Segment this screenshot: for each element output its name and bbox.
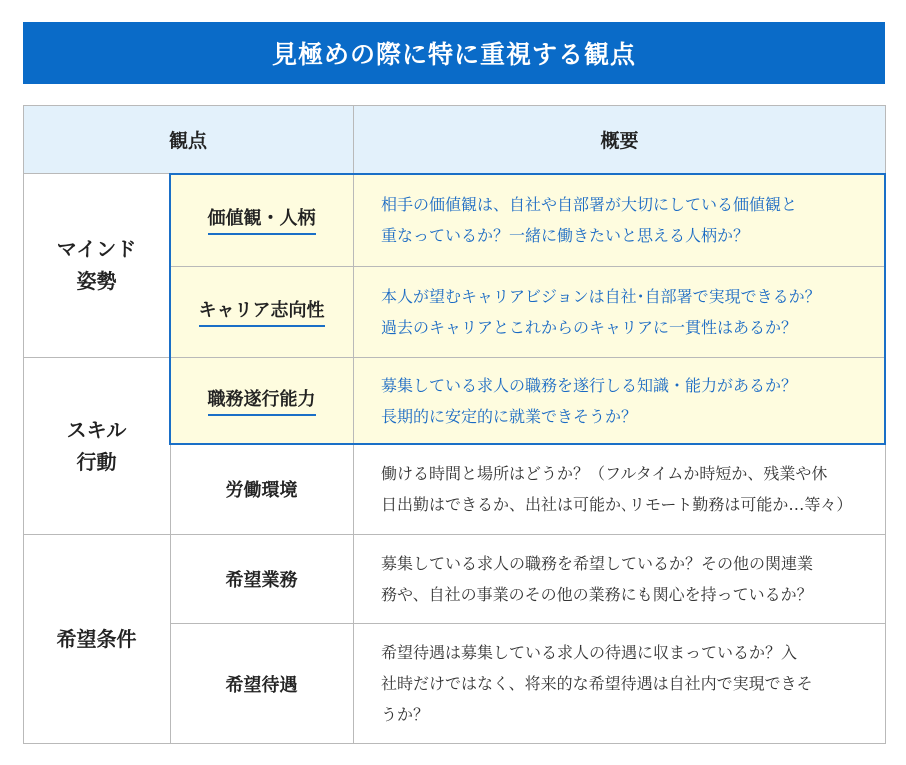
row-values-desc-line1: 相手の価値観は、自社や自部署が大切にしている価値観と <box>381 194 798 214</box>
header-perspective <box>23 105 353 173</box>
row-environment-desc <box>353 444 886 534</box>
grid-line-row3 <box>170 444 886 445</box>
grid-line-row4 <box>23 534 886 535</box>
row-career-desc <box>353 266 886 357</box>
header-overview-label: 概要 <box>600 129 639 152</box>
grid-line-top <box>23 105 886 106</box>
row-values-label-text: 価値観・人柄 <box>208 204 316 235</box>
row-work-desc <box>353 534 886 623</box>
row-environment-desc-line2: 日出勤はできるか、出社は可能か､リモート勤務は可能か…等々） <box>381 495 853 514</box>
grid-line-left <box>23 105 24 744</box>
row-work-desc-line2: 務や、自社の事業のその他の業務にも関心を持っているか？ <box>381 584 813 604</box>
category-mind <box>23 173 170 357</box>
row-work-desc-line1: 募集している求人の職務を希望しているか？その他の関連業 <box>381 553 814 573</box>
row-environment-label-text: 労働環境 <box>225 480 298 501</box>
header-overview <box>353 105 886 173</box>
row-environment-desc-line1: 働ける時間と場所はどうか？（フルタイムか時短か、残業や休 <box>381 464 828 483</box>
grid-line-col1 <box>170 173 171 744</box>
row-work-label <box>170 534 353 623</box>
row-career-desc-line2: 過去のキャリアとこれからのキャリアに一貫性はあるか？ <box>381 317 798 337</box>
row-environment-label <box>170 444 353 534</box>
category-hope-label: 希望条件 <box>56 627 137 651</box>
criteria-table <box>23 105 886 744</box>
category-mind-line1: マインド <box>56 237 137 261</box>
row-ability-label-text: 職務遂行能力 <box>208 385 316 416</box>
row-treatment-desc-line1: 希望待遇は募集している求人の待遇に収まっているか？入 <box>381 643 798 662</box>
grid-line-row2 <box>23 357 886 358</box>
row-ability-desc-line1: 募集している求人の職務を遂行しる知識・能力があるか？ <box>381 375 798 395</box>
category-hope <box>23 534 170 744</box>
grid-line-row5 <box>170 623 886 624</box>
row-treatment-desc <box>353 623 886 744</box>
row-work-label-text: 希望業務 <box>225 569 298 591</box>
row-ability-desc-line2: 長期的に安定的に就業できそうか？ <box>381 406 638 426</box>
row-values-desc-line2: 重なっているか？一緒に働きたいと思える人柄か？ <box>381 225 750 245</box>
row-treatment-desc-line2: 社時だけではなく、将来的な希望待遇は自社内で実現できそ <box>381 674 813 693</box>
category-mind-line2: 姿勢 <box>76 269 117 293</box>
row-ability-desc <box>353 357 886 444</box>
row-career-label-text: キャリア志向性 <box>199 296 325 327</box>
grid-line-col2 <box>353 105 354 744</box>
category-skill <box>23 357 170 534</box>
row-treatment-desc-line3: うか？ <box>381 705 430 724</box>
grid-line-header <box>23 173 886 174</box>
grid-line-right <box>885 105 886 744</box>
page-title: 見極めの際に特に重視する観点 <box>23 22 885 84</box>
row-treatment-label <box>170 623 353 744</box>
row-values-desc <box>353 173 886 266</box>
row-career-desc-line1: 本人が望むキャリアビジョンは自社･自部署で実現できるか？ <box>381 286 821 306</box>
row-values-label <box>170 173 353 266</box>
category-skill-line1: スキル <box>66 417 127 442</box>
row-career-label <box>170 266 353 357</box>
grid-line-row1 <box>170 266 886 267</box>
row-ability-label <box>170 357 353 444</box>
header-perspective-label: 観点 <box>168 129 207 152</box>
category-skill-line2: 行動 <box>76 449 117 474</box>
row-treatment-label-text: 希望待遇 <box>225 674 298 696</box>
grid-line-bottom <box>23 743 886 744</box>
